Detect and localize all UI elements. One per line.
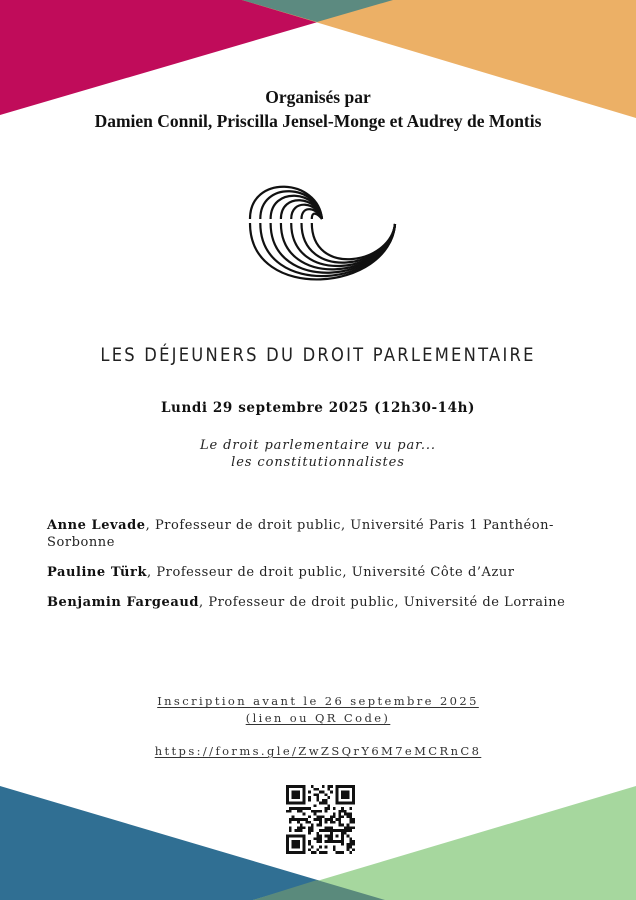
- qr-module: [325, 851, 328, 854]
- registration-note: [0, 693, 636, 727]
- qr-module: [316, 799, 319, 802]
- qr-module: [325, 799, 328, 802]
- speaker-name: Anne Levade: [47, 518, 146, 533]
- qr-module: [352, 848, 355, 851]
- qr-module: [322, 829, 325, 832]
- qr-module: [327, 835, 330, 838]
- qr-module: [330, 791, 333, 794]
- qr-module: [341, 824, 344, 827]
- qr-module: [289, 826, 292, 829]
- qr-module: [286, 810, 289, 813]
- qr-module: [330, 785, 333, 788]
- qr-module: [294, 818, 297, 821]
- qr-module: [314, 804, 317, 807]
- qr-module: [336, 835, 339, 838]
- qr-module: [325, 818, 328, 821]
- qr-module: [303, 818, 306, 821]
- qr-module: [314, 851, 317, 854]
- qr-module: [327, 829, 330, 832]
- qr-module: [311, 824, 314, 827]
- qr-module: [314, 818, 317, 821]
- qr-module: [292, 807, 295, 810]
- qr-module: [311, 810, 314, 813]
- qr-module: [316, 796, 319, 799]
- qr-module: [297, 810, 300, 813]
- qr-module: [319, 815, 322, 818]
- speaker-item: [47, 564, 617, 581]
- qr-module: [333, 813, 336, 816]
- qr-module: [303, 826, 306, 829]
- qr-module: [319, 835, 322, 838]
- qr-module: [349, 829, 352, 832]
- qr-module: [336, 818, 339, 821]
- qr-module: [325, 810, 328, 813]
- event-title: LES DÉJEUNERS DU DROIT PARLEMENTAIRE: [100, 344, 536, 366]
- qr-module: [300, 826, 303, 829]
- qr-module: [319, 829, 322, 832]
- qr-module: [300, 818, 303, 821]
- qr-module: [316, 793, 319, 796]
- qr-module: [327, 785, 330, 788]
- qr-module: [338, 813, 341, 816]
- qr-module: [341, 843, 344, 846]
- organizers-names: Damien Connil, Priscilla Jensel-Monge et Audrey de Montis: [94, 111, 542, 131]
- qr-module: [311, 846, 314, 849]
- qr-module: [325, 840, 328, 843]
- qr-module: [325, 807, 328, 810]
- speaker-role: , Professeur de droit public, Université Paris 1 Panthéon-Sorbonne: [47, 518, 554, 550]
- qr-module: [311, 851, 314, 854]
- qr-module: [347, 813, 350, 816]
- qr-module: [297, 818, 300, 821]
- qr-module: [327, 788, 330, 791]
- wave-arcs-logo-icon: [240, 175, 405, 290]
- qr-module: [316, 832, 319, 835]
- qr-module: [349, 826, 352, 829]
- qr-module: [325, 829, 328, 832]
- qr-module: [338, 851, 341, 854]
- qr-module: [314, 810, 317, 813]
- speaker-item: [47, 517, 617, 551]
- speakers-list: [47, 517, 617, 624]
- qr-module: [319, 791, 322, 794]
- qr-module: [289, 829, 292, 832]
- qr-module: [311, 785, 314, 788]
- qr-module: [341, 810, 344, 813]
- qr-module: [319, 846, 322, 849]
- qr-module: [289, 810, 292, 813]
- qr-module: [297, 807, 300, 810]
- qr-module: [308, 843, 311, 846]
- qr-module: [349, 846, 352, 849]
- qr-module: [325, 821, 328, 824]
- qr-module: [336, 851, 339, 854]
- qr-module: [349, 821, 352, 824]
- qr-module: [349, 813, 352, 816]
- qr-module: [308, 815, 311, 818]
- event-subtitle: [0, 437, 636, 471]
- qr-module: [316, 848, 319, 851]
- qr-module: [349, 843, 352, 846]
- qr-module: [344, 826, 347, 829]
- qr-module: [352, 826, 355, 829]
- qr-module: [319, 818, 322, 821]
- qr-module: [349, 807, 352, 810]
- qr-module: [308, 821, 311, 824]
- qr-module: [325, 826, 328, 829]
- qr-module: [289, 807, 292, 810]
- qr-module: [349, 851, 352, 854]
- qr-module: [319, 840, 322, 843]
- qr-module: [333, 848, 336, 851]
- qr-module: [325, 793, 328, 796]
- qr-module: [311, 829, 314, 832]
- qr-module: [292, 818, 295, 821]
- registration-link-row: [0, 744, 636, 758]
- qr-module: [319, 824, 322, 827]
- qr-module: [347, 846, 350, 849]
- qr-module: [347, 843, 350, 846]
- qr-module: [297, 826, 300, 829]
- qr-module: [330, 818, 333, 821]
- qr-module: [347, 815, 350, 818]
- qr-module: [333, 807, 336, 810]
- qr-module: [347, 848, 350, 851]
- qr-module: [308, 848, 311, 851]
- qr-module: [300, 829, 303, 832]
- qr-module: [316, 810, 319, 813]
- qr-module: [316, 824, 319, 827]
- qr-module: [338, 810, 341, 813]
- qr-module: [316, 840, 319, 843]
- qr-module: [292, 840, 300, 848]
- qr-module: [308, 791, 311, 794]
- qr-module: [325, 835, 328, 838]
- qr-module: [314, 788, 317, 791]
- qr-module: [341, 815, 344, 818]
- qr-module: [316, 837, 319, 840]
- qr-module: [316, 818, 319, 821]
- qr-module: [319, 821, 322, 824]
- speaker-item: [47, 594, 617, 611]
- qr-module: [314, 793, 317, 796]
- qr-module: [352, 843, 355, 846]
- qr-module: [319, 851, 322, 854]
- qr-module: [327, 826, 330, 829]
- qr-module: [327, 796, 330, 799]
- qr-module: [349, 840, 352, 843]
- qr-module: [300, 824, 303, 827]
- qr-module: [344, 829, 347, 832]
- qr-module: [333, 846, 336, 849]
- qr-module: [322, 815, 325, 818]
- qr-module: [352, 818, 355, 821]
- registration-deadline: Inscription avant le 26 septembre 2025: [157, 694, 479, 708]
- qr-module: [347, 829, 350, 832]
- organizers-heading: Organisés par: [265, 87, 371, 107]
- qr-code-icon[interactable]: [286, 785, 355, 854]
- qr-module: [303, 807, 306, 810]
- qr-module: [338, 815, 341, 818]
- qr-module: [352, 840, 355, 843]
- qr-module: [305, 807, 308, 810]
- qr-module: [341, 791, 349, 799]
- qr-module: [341, 807, 344, 810]
- qr-module: [292, 815, 295, 818]
- registration-hint: (lien ou QR Code): [245, 711, 391, 725]
- qr-module: [322, 799, 325, 802]
- qr-module: [327, 818, 330, 821]
- qr-module: [338, 818, 341, 821]
- qr-module: [289, 821, 292, 824]
- subtitle-line-2: les constitutionnalistes: [231, 455, 405, 470]
- qr-module: [349, 815, 352, 818]
- qr-module: [303, 813, 306, 816]
- registration-link[interactable]: https://forms.gle/ZwZSQrY6M7eMCRnC8: [154, 744, 482, 758]
- qr-module: [349, 837, 352, 840]
- qr-module: [330, 815, 333, 818]
- qr-module: [297, 829, 300, 832]
- qr-module: [352, 821, 355, 824]
- speaker-name: Benjamin Fargeaud: [47, 595, 199, 610]
- qr-module: [347, 835, 350, 838]
- qr-module: [333, 821, 336, 824]
- qr-module: [305, 818, 308, 821]
- qr-module: [333, 815, 336, 818]
- qr-module: [308, 807, 311, 810]
- qr-module: [308, 840, 311, 843]
- qr-module: [344, 813, 347, 816]
- qr-module: [305, 821, 308, 824]
- qr-module: [311, 826, 314, 829]
- qr-module: [319, 810, 322, 813]
- qr-module: [314, 813, 317, 816]
- qr-module: [349, 818, 352, 821]
- qr-module: [316, 815, 319, 818]
- speaker-role: , Professeur de droit public, Université de Lorraine: [198, 595, 566, 610]
- qr-module: [294, 829, 297, 832]
- qr-module: [327, 807, 330, 810]
- qr-module: [292, 791, 300, 799]
- qr-module: [314, 837, 317, 840]
- qr-module: [322, 851, 325, 854]
- qr-module: [344, 832, 347, 835]
- qr-module: [322, 802, 325, 805]
- qr-module: [327, 840, 330, 843]
- qr-module: [327, 837, 330, 840]
- qr-module: [308, 826, 311, 829]
- qr-module: [322, 791, 325, 794]
- qr-module: [289, 818, 292, 821]
- speaker-name: Pauline Türk: [47, 565, 148, 580]
- qr-module: [327, 804, 330, 807]
- qr-module: [330, 821, 333, 824]
- qr-module: [319, 802, 322, 805]
- speaker-role: , Professeur de droit public, Université Côte d’Azur: [147, 565, 515, 580]
- qr-module: [294, 807, 297, 810]
- qr-module: [347, 824, 350, 827]
- event-date: Lundi 29 septembre 2025 (12h30-14h): [160, 400, 476, 416]
- qr-module: [347, 826, 350, 829]
- qr-module: [325, 802, 328, 805]
- subtitle-line-1: Le droit parlementaire vu par...: [200, 438, 436, 453]
- qr-module: [325, 846, 328, 849]
- qr-module: [297, 821, 300, 824]
- qr-module: [308, 829, 311, 832]
- qr-module: [308, 799, 311, 802]
- qr-module: [338, 824, 341, 827]
- qr-module: [300, 810, 303, 813]
- qr-module: [330, 826, 333, 829]
- qr-module: [316, 835, 319, 838]
- qr-module: [316, 788, 319, 791]
- qr-module: [341, 851, 344, 854]
- qr-module: [308, 796, 311, 799]
- qr-module: [344, 810, 347, 813]
- qr-module: [300, 807, 303, 810]
- qr-module: [322, 785, 325, 788]
- qr-module: [308, 832, 311, 835]
- qr-module: [338, 821, 341, 824]
- qr-module: [319, 837, 322, 840]
